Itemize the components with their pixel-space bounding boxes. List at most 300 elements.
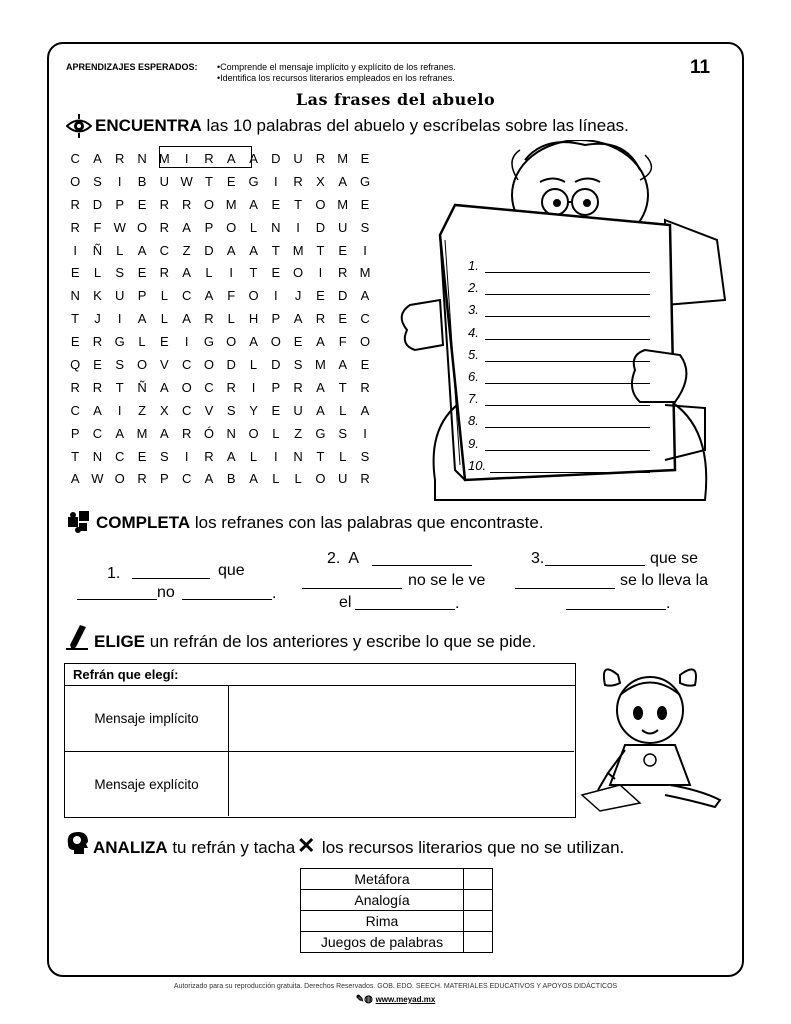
- word-search-letter[interactable]: M: [225, 196, 237, 212]
- literary-resource-row: [301, 911, 493, 932]
- word-search-letter[interactable]: U: [338, 471, 348, 487]
- word-search-letter[interactable]: C: [92, 425, 103, 441]
- word-search-letter[interactable]: E: [93, 356, 102, 372]
- word-search-letter[interactable]: A: [115, 425, 125, 441]
- answer-line-blank[interactable]: [485, 339, 650, 340]
- word-search-letter[interactable]: S: [293, 356, 303, 372]
- word-search-letter[interactable]: U: [159, 173, 170, 189]
- word-search-letter[interactable]: Ñ: [137, 379, 147, 395]
- word-search-letter[interactable]: U: [293, 402, 303, 418]
- word-search-letter[interactable]: E: [360, 196, 370, 212]
- word-search-letter[interactable]: S: [338, 425, 348, 441]
- literary-resources-table: [300, 868, 493, 953]
- refran-1-blank-1[interactable]: [132, 578, 210, 579]
- word-search-letter[interactable]: U: [293, 150, 303, 166]
- word-search-letter[interactable]: M: [359, 265, 371, 281]
- word-search-letter[interactable]: A: [137, 311, 147, 327]
- word-search-letter[interactable]: M: [314, 356, 326, 372]
- word-search-letter[interactable]: D: [204, 242, 214, 258]
- word-search-letter[interactable]: R: [137, 471, 147, 487]
- word-search-letter[interactable]: C: [159, 242, 170, 258]
- instruction-analyze-verb: ANALIZA: [93, 838, 168, 857]
- word-search-letter[interactable]: A: [226, 448, 236, 464]
- word-search-letter[interactable]: E: [271, 402, 281, 418]
- word-search-letter[interactable]: O: [226, 334, 237, 350]
- word-search-letter[interactable]: O: [136, 219, 148, 235]
- word-search-letter[interactable]: M: [337, 196, 349, 212]
- word-search-letter[interactable]: E: [360, 356, 370, 372]
- word-search-letter[interactable]: I: [274, 288, 278, 304]
- word-search-letter[interactable]: A: [182, 311, 191, 327]
- literary-resource-label: Analogía: [301, 890, 464, 911]
- word-search-letter[interactable]: E: [70, 334, 80, 350]
- word-search-letter[interactable]: L: [339, 402, 347, 418]
- word-search-letter[interactable]: R: [338, 265, 348, 281]
- refran-3-blank-1[interactable]: [545, 565, 645, 566]
- word-search-letter[interactable]: N: [92, 448, 103, 464]
- word-search-letter[interactable]: F: [338, 334, 347, 350]
- word-search-letter[interactable]: I: [184, 448, 189, 464]
- word-search-letter[interactable]: O: [359, 334, 371, 350]
- word-search-letter[interactable]: Z: [138, 402, 147, 418]
- word-search-letter[interactable]: M: [292, 242, 304, 258]
- word-search-letter[interactable]: I: [184, 334, 189, 350]
- word-search-letter[interactable]: M: [136, 425, 148, 441]
- word-search-letter[interactable]: C: [181, 471, 192, 487]
- word-search-letter[interactable]: I: [318, 265, 323, 281]
- word-search-letter[interactable]: N: [271, 219, 281, 235]
- refran-3-text-que-se: que se: [650, 550, 699, 567]
- word-search-letter[interactable]: R: [159, 265, 170, 281]
- word-search-letter[interactable]: E: [316, 288, 325, 304]
- word-search-row: [64, 307, 399, 330]
- word-search-row: [64, 239, 399, 262]
- word-search-letter[interactable]: T: [204, 173, 213, 189]
- word-search-letter[interactable]: E: [360, 150, 370, 166]
- word-search-letter[interactable]: T: [316, 242, 325, 258]
- word-search-letter[interactable]: L: [138, 334, 146, 350]
- word-search-letter[interactable]: T: [249, 265, 258, 281]
- answer-line-blank[interactable]: [485, 272, 650, 273]
- word-search-letter[interactable]: F: [93, 219, 102, 235]
- learning-goal-2: •Identifica los recursos literarios empleados en los refranes.: [217, 73, 455, 83]
- word-search-letter[interactable]: L: [160, 311, 168, 327]
- answer-line-blank[interactable]: [485, 405, 650, 406]
- word-search-letter[interactable]: A: [160, 379, 169, 395]
- word-search-letter[interactable]: W: [180, 173, 193, 189]
- refran-1-period: .: [272, 585, 277, 602]
- word-search-letter[interactable]: I: [117, 173, 122, 189]
- footer-copyright: Autorizado para su reproducción gratuita. Derechos Reservados. GOB. EDO. SEECH. MATERIALES EDUCATIVOS Y APOYOS DIDÁCTICOS: [173, 983, 618, 990]
- puzzle-icon: [66, 508, 92, 539]
- word-search-letter[interactable]: T: [271, 242, 280, 258]
- word-search-letter[interactable]: A: [316, 334, 325, 350]
- word-search-letter[interactable]: N: [70, 288, 80, 304]
- word-search-letter[interactable]: P: [70, 425, 80, 441]
- word-search-row: [64, 399, 399, 422]
- word-search-letter[interactable]: S: [226, 402, 236, 418]
- instruction-find-verb: ENCUENTRA: [95, 116, 202, 135]
- word-search-letter[interactable]: C: [70, 150, 80, 166]
- word-search-letter[interactable]: D: [315, 219, 326, 235]
- word-search-letter[interactable]: I: [363, 425, 367, 441]
- refran-1-blank-2[interactable]: [77, 599, 157, 600]
- word-search-letter[interactable]: J: [94, 311, 101, 327]
- word-search-letter[interactable]: E: [271, 196, 281, 212]
- word-search-letter[interactable]: L: [272, 425, 280, 441]
- word-search-letter[interactable]: G: [359, 173, 371, 189]
- learning-goal-1: •Comprende el mensaje implícito y explícito de los refranes.: [217, 62, 456, 72]
- word-search-letter[interactable]: R: [360, 471, 370, 487]
- instruction-find-text: las 10 palabras del abuelo y escríbelas sobre las líneas.: [201, 116, 629, 135]
- word-search-letter[interactable]: D: [226, 356, 236, 372]
- word-search-letter[interactable]: C: [181, 288, 192, 304]
- word-search-letter[interactable]: R: [159, 219, 170, 235]
- explicit-message-field[interactable]: [229, 752, 574, 816]
- word-search-letter[interactable]: I: [229, 265, 234, 281]
- answer-line-blank[interactable]: [485, 427, 650, 428]
- instruction-analyze-text: los recursos literarios que no se utilizan.: [317, 838, 625, 857]
- word-search-letter[interactable]: L: [227, 311, 235, 327]
- word-search-letter[interactable]: E: [70, 265, 80, 281]
- word-search-letter[interactable]: L: [116, 242, 124, 258]
- word-search-letter[interactable]: O: [293, 265, 304, 281]
- word-search-letter[interactable]: O: [270, 334, 281, 350]
- word-search-letter[interactable]: A: [338, 356, 348, 372]
- footer-url[interactable]: www.meyad.mx: [375, 995, 436, 1004]
- word-search-letter[interactable]: A: [160, 425, 169, 441]
- word-search-letter[interactable]: A: [316, 402, 325, 418]
- word-search-letter[interactable]: S: [360, 448, 370, 464]
- instruction-complete: [96, 513, 544, 533]
- word-search-letter[interactable]: L: [205, 265, 213, 281]
- word-search-letter[interactable]: L: [272, 471, 280, 487]
- word-search-letter[interactable]: A: [249, 242, 258, 258]
- word-search-letter[interactable]: T: [71, 311, 80, 327]
- word-search-letter[interactable]: R: [70, 219, 80, 235]
- implicit-message-label: Mensaje implícito: [65, 686, 229, 752]
- refran-1-blank-3[interactable]: [182, 599, 272, 600]
- word-search-letter[interactable]: W: [91, 471, 104, 487]
- word-search-letter[interactable]: G: [248, 173, 259, 189]
- answer-line-blank[interactable]: [490, 472, 650, 473]
- word-search-letter[interactable]: S: [360, 219, 370, 235]
- word-search-letter[interactable]: K: [93, 288, 102, 304]
- literary-resource-label: Juegos de palabras: [301, 932, 464, 953]
- word-search-letter[interactable]: T: [294, 196, 303, 212]
- word-search-row: [64, 261, 399, 284]
- word-search-letter[interactable]: T: [316, 448, 325, 464]
- word-search-letter[interactable]: P: [137, 288, 147, 304]
- answer-line-number: 2.: [468, 280, 479, 296]
- word-search-letter[interactable]: G: [114, 334, 125, 350]
- word-search-letter[interactable]: I: [184, 150, 189, 166]
- literary-resource-row: [301, 869, 493, 890]
- word-search-letter[interactable]: R: [70, 379, 80, 395]
- answer-line-number: 9.: [468, 435, 479, 451]
- word-search-letter[interactable]: B: [226, 471, 236, 487]
- word-search-letter[interactable]: A: [204, 288, 214, 304]
- word-search-letter[interactable]: J: [294, 288, 302, 304]
- word-search-letter[interactable]: P: [271, 379, 281, 395]
- word-search-row: [64, 170, 399, 193]
- girl-drawing-illustration: [580, 655, 730, 820]
- word-search-letter[interactable]: R: [115, 150, 125, 166]
- word-search-letter[interactable]: P: [160, 471, 169, 487]
- word-search-letter[interactable]: C: [115, 448, 125, 464]
- word-search-letter[interactable]: O: [315, 196, 326, 212]
- word-search-letter[interactable]: Ó: [203, 425, 214, 441]
- word-search-letter[interactable]: P: [115, 196, 125, 212]
- word-search-letter[interactable]: I: [363, 242, 367, 258]
- word-search-row: [64, 216, 399, 239]
- word-search-letter[interactable]: E: [137, 265, 147, 281]
- word-search-letter[interactable]: R: [204, 150, 214, 166]
- literary-resource-checkbox[interactable]: [464, 869, 493, 890]
- word-search-letter[interactable]: L: [93, 265, 102, 281]
- word-search-letter[interactable]: I: [296, 219, 300, 235]
- word-search-letter[interactable]: C: [70, 402, 80, 418]
- answer-line-blank[interactable]: [485, 294, 650, 295]
- refran-1-text-no: no: [157, 584, 175, 601]
- refran-3-period: .: [666, 595, 671, 612]
- answer-line-number: 10.: [468, 457, 487, 473]
- word-search-letter[interactable]: T: [71, 448, 80, 464]
- word-search-letter[interactable]: H: [248, 311, 259, 327]
- word-search-letter[interactable]: T: [115, 379, 124, 395]
- word-search-letter[interactable]: A: [360, 402, 370, 418]
- word-search-letter[interactable]: O: [114, 471, 125, 487]
- word-search-letter[interactable]: A: [93, 402, 102, 418]
- refran-2-blank-3[interactable]: [355, 609, 455, 610]
- word-search-letter[interactable]: I: [117, 311, 122, 327]
- word-search-letter[interactable]: A: [249, 334, 258, 350]
- word-search-letter[interactable]: A: [293, 311, 303, 327]
- word-search-letter[interactable]: A: [338, 173, 348, 189]
- instruction-find: [95, 116, 629, 136]
- word-search-letter[interactable]: G: [315, 425, 326, 441]
- word-search-letter[interactable]: V: [160, 356, 169, 372]
- refran-2-blank-1[interactable]: [372, 565, 472, 566]
- word-search-letter[interactable]: L: [294, 471, 302, 487]
- word-search-letter[interactable]: X: [316, 173, 325, 189]
- page-number: 11: [690, 57, 711, 78]
- word-search-letter[interactable]: R: [159, 196, 170, 212]
- word-search-letter[interactable]: R: [92, 379, 103, 395]
- answer-line-number: 5.: [468, 346, 479, 362]
- word-search-letter[interactable]: M: [158, 150, 170, 166]
- refran-3-text-b: se lo lleva la: [620, 572, 709, 589]
- word-search-letter[interactable]: A: [182, 219, 191, 235]
- word-search-letter[interactable]: U: [115, 288, 125, 304]
- word-search-letter[interactable]: N: [226, 425, 236, 441]
- word-search-letter[interactable]: R: [360, 379, 370, 395]
- word-search-row: [64, 284, 399, 307]
- word-search-letter[interactable]: W: [113, 219, 126, 235]
- word-search-letter[interactable]: C: [204, 379, 214, 395]
- word-search-letter[interactable]: L: [249, 219, 258, 235]
- word-search-letter[interactable]: Ñ: [92, 242, 103, 258]
- word-search-letter[interactable]: L: [339, 448, 347, 464]
- footer-url-row: [0, 994, 791, 1005]
- refran-1-text-que: que: [218, 562, 245, 579]
- word-search-letter[interactable]: N: [293, 448, 303, 464]
- word-search-letter[interactable]: I: [274, 173, 278, 189]
- instruction-choose-verb: ELIGE: [94, 632, 146, 651]
- literary-resource-checkbox[interactable]: [464, 932, 493, 953]
- word-search-letter[interactable]: S: [160, 448, 169, 464]
- word-search-letter[interactable]: A: [249, 471, 258, 487]
- word-search-letter[interactable]: A: [316, 379, 325, 395]
- word-search-letter[interactable]: E: [137, 448, 147, 464]
- word-search-row: [64, 445, 399, 468]
- word-search-letter[interactable]: L: [249, 448, 258, 464]
- word-search-grid: [64, 147, 399, 490]
- word-search-letter[interactable]: Q: [70, 356, 81, 372]
- word-search-letter[interactable]: A: [182, 265, 191, 281]
- literary-resource-label: Metáfora: [301, 869, 464, 890]
- word-search-letter[interactable]: R: [181, 425, 192, 441]
- word-search-letter[interactable]: O: [203, 356, 214, 372]
- word-search-letter[interactable]: O: [226, 219, 237, 235]
- refran-3-blank-3[interactable]: [566, 609, 666, 610]
- refran-2-text-a: 2. A: [327, 550, 360, 567]
- word-search-letter[interactable]: E: [338, 311, 348, 327]
- word-search-letter[interactable]: R: [293, 379, 303, 395]
- word-search-letter[interactable]: E: [226, 173, 236, 189]
- instruction-choose-text: un refrán de los anteriores y escribe lo que se pide.: [145, 632, 537, 651]
- word-search-letter[interactable]: I: [73, 242, 77, 258]
- answer-line-number: 7.: [468, 391, 479, 407]
- word-search-letter[interactable]: Y: [249, 402, 258, 418]
- word-search-letter[interactable]: O: [315, 471, 326, 487]
- word-search-letter[interactable]: L: [160, 288, 168, 304]
- word-search-letter[interactable]: O: [248, 288, 259, 304]
- word-search-letter[interactable]: I: [117, 402, 122, 418]
- word-search-letter[interactable]: G: [203, 334, 214, 350]
- refran-table: [64, 663, 576, 818]
- refran-1-number: 1.: [107, 565, 121, 582]
- word-search-letter[interactable]: R: [293, 173, 303, 189]
- word-search-letter[interactable]: O: [248, 425, 259, 441]
- word-search-letter[interactable]: B: [137, 173, 147, 189]
- word-search-letter[interactable]: E: [137, 196, 147, 212]
- word-search-letter[interactable]: Z: [182, 242, 191, 258]
- learning-goals-label: APRENDIZAJES ESPERADOS:: [66, 62, 198, 72]
- answer-line-blank[interactable]: [485, 383, 650, 384]
- word-search-letter[interactable]: R: [181, 196, 192, 212]
- word-search-letter[interactable]: P: [204, 219, 214, 235]
- instruction-analyze: [93, 833, 625, 858]
- word-search-letter[interactable]: D: [271, 150, 281, 166]
- refran-3-number: 3.: [531, 550, 545, 567]
- literary-resource-checkbox[interactable]: [464, 911, 493, 932]
- answer-line-blank[interactable]: [485, 450, 650, 451]
- word-search-letter[interactable]: C: [181, 402, 192, 418]
- word-search-letter[interactable]: C: [360, 311, 370, 327]
- word-search-letter[interactable]: E: [271, 265, 281, 281]
- word-search-letter[interactable]: S: [115, 356, 125, 372]
- word-search-letter[interactable]: M: [337, 150, 349, 166]
- word-search-letter[interactable]: R: [204, 448, 214, 464]
- word-search-letter[interactable]: S: [115, 265, 125, 281]
- word-search-letter[interactable]: A: [249, 150, 258, 166]
- pencil-icon: [64, 623, 90, 656]
- word-search-letter[interactable]: A: [226, 242, 236, 258]
- pencil-globe-logo-icon: ✎◍: [355, 994, 376, 1005]
- word-search-letter[interactable]: I: [274, 448, 278, 464]
- word-search-letter[interactable]: U: [338, 219, 348, 235]
- word-search-letter[interactable]: X: [160, 402, 169, 418]
- instruction-complete-verb: COMPLETA: [96, 513, 191, 532]
- word-search-letter[interactable]: I: [251, 379, 256, 395]
- word-search-letter[interactable]: A: [360, 288, 370, 304]
- word-search-letter[interactable]: R: [70, 196, 80, 212]
- word-search-row: [64, 330, 399, 353]
- word-search-letter[interactable]: T: [338, 379, 347, 395]
- word-search-letter[interactable]: O: [70, 173, 81, 189]
- literary-resource-row: [301, 932, 493, 953]
- literary-resource-label: Rima: [301, 911, 464, 932]
- word-search-letter[interactable]: R: [315, 311, 326, 327]
- word-search-letter[interactable]: R: [92, 334, 103, 350]
- word-search-letter[interactable]: C: [181, 356, 192, 372]
- word-search-letter[interactable]: R: [204, 311, 214, 327]
- word-search-letter[interactable]: E: [338, 242, 348, 258]
- literary-resource-checkbox[interactable]: [464, 890, 493, 911]
- answer-line-blank[interactable]: [485, 361, 650, 362]
- word-search-letter[interactable]: A: [204, 471, 214, 487]
- word-search-letter[interactable]: V: [204, 402, 214, 418]
- word-search-letter[interactable]: L: [249, 356, 258, 372]
- head-think-icon: [64, 830, 90, 861]
- word-search-letter[interactable]: N: [137, 150, 147, 166]
- word-search-letter[interactable]: A: [93, 150, 102, 166]
- word-search-letter[interactable]: O: [136, 356, 148, 372]
- eye-target-icon: [66, 114, 92, 143]
- page-title: Las frases del abuelo: [295, 90, 496, 109]
- word-search-letter[interactable]: A: [249, 196, 258, 212]
- word-search-letter[interactable]: A: [137, 242, 147, 258]
- explicit-message-label: Mensaje explícito: [65, 752, 229, 816]
- refran-3-blank-2[interactable]: [515, 588, 615, 589]
- refran-2-text-b: no se le ve: [408, 572, 486, 589]
- word-search-letter[interactable]: D: [271, 356, 281, 372]
- word-search-letter[interactable]: O: [203, 196, 214, 212]
- cross-icon: ✕: [296, 833, 316, 858]
- implicit-message-field[interactable]: [229, 686, 574, 752]
- refran-2-text-el: el: [339, 594, 352, 611]
- word-search-letter[interactable]: O: [181, 379, 192, 395]
- word-search-letter[interactable]: R: [315, 150, 326, 166]
- word-search-row: [64, 422, 399, 445]
- word-search-letter[interactable]: A: [226, 150, 236, 166]
- word-search-row: [64, 147, 399, 170]
- word-search-letter[interactable]: E: [160, 334, 169, 350]
- word-search-letter[interactable]: D: [338, 288, 348, 304]
- word-search-letter[interactable]: Z: [294, 425, 303, 441]
- word-search-letter[interactable]: R: [226, 379, 236, 395]
- word-search-letter[interactable]: D: [92, 196, 103, 212]
- word-search-letter[interactable]: F: [227, 288, 236, 304]
- literary-resource-row: [301, 890, 493, 911]
- word-search-letter[interactable]: P: [271, 311, 281, 327]
- answer-line-blank[interactable]: [485, 316, 650, 317]
- word-search-letter[interactable]: E: [293, 334, 303, 350]
- refran-2-blank-2[interactable]: [302, 588, 402, 589]
- word-search-letter[interactable]: S: [93, 173, 102, 189]
- word-search-letter[interactable]: A: [70, 471, 80, 487]
